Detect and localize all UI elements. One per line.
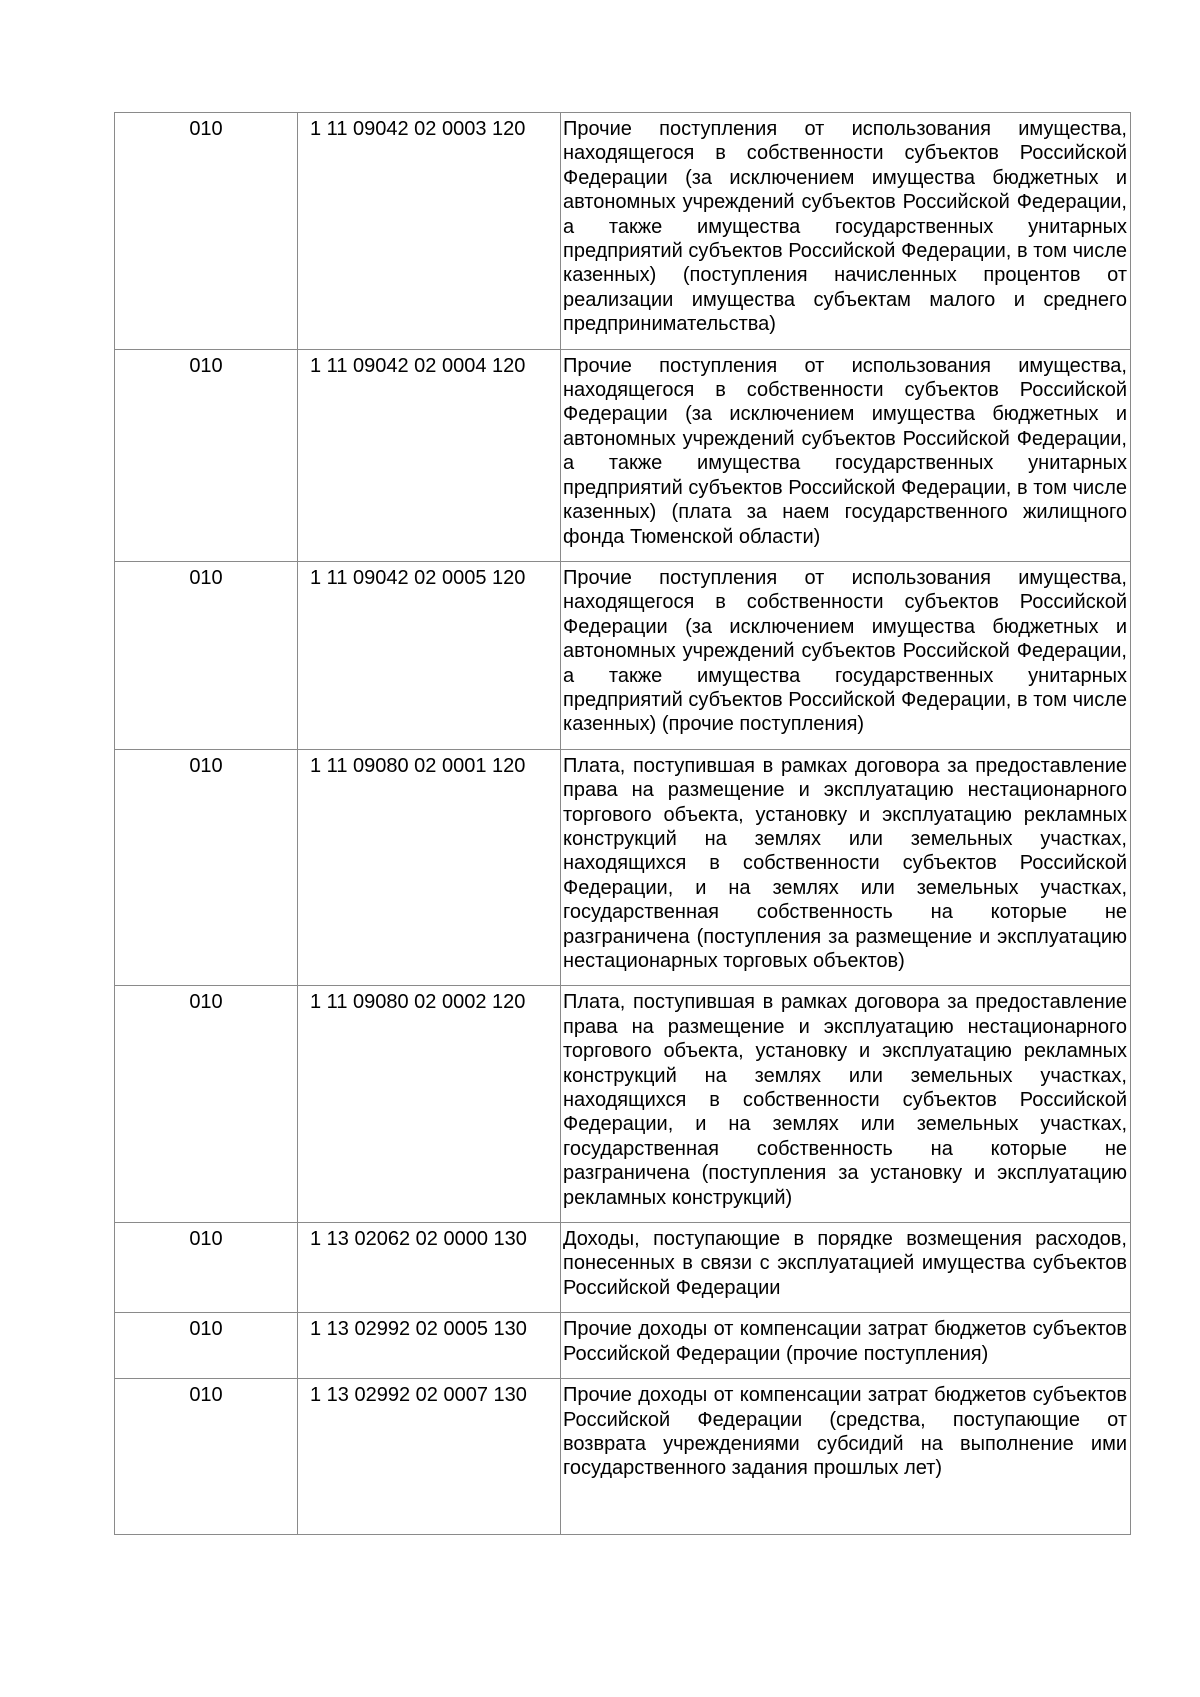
kbk-code-cell: 1 11 09042 02 0005 120 [298, 561, 561, 749]
admin-code-cell: 010 [115, 1223, 298, 1313]
kbk-code-cell: 1 13 02992 02 0005 130 [298, 1313, 561, 1379]
kbk-code-cell: 1 11 09080 02 0002 120 [298, 986, 561, 1223]
table-row [115, 349, 1131, 561]
kbk-code-cell: 1 13 02062 02 0000 130 [298, 1223, 561, 1313]
table-row [115, 749, 1131, 986]
admin-code-cell: 010 [115, 1313, 298, 1379]
kbk-code-cell: 1 11 09042 02 0003 120 [298, 113, 561, 350]
description-cell: Плата, поступившая в рамках договора за предоставление права на размещение и эксплуатацию нестационарного торгового объекта, установку и эксплуатацию рекламных конструкций на землях или земельных участках, находящихся в собственности субъектов Российской Федерации, и на землях или земельных участках, государственная собственность на которые не разграничена (поступления за установку и эксплуатацию рекламных конструкций) [561, 986, 1131, 1223]
table-row [115, 1223, 1131, 1313]
table-row [115, 1313, 1131, 1379]
admin-code-cell: 010 [115, 113, 298, 350]
kbk-code-cell: 1 13 02992 02 0007 130 [298, 1379, 561, 1535]
admin-code-cell: 010 [115, 749, 298, 986]
description-cell: Доходы, поступающие в порядке возмещения расходов, понесенных в связи с эксплуатацией имущества субъектов Российской Федерации [561, 1223, 1131, 1313]
kbk-code-cell: 1 11 09042 02 0004 120 [298, 349, 561, 561]
admin-code-cell: 010 [115, 986, 298, 1223]
description-cell: Плата, поступившая в рамках договора за предоставление права на размещение и эксплуатацию нестационарного торгового объекта, установку и эксплуатацию рекламных конструкций на землях или земельных участках, находящихся в собственности субъектов Российской Федерации, и на землях или земельных участках, государственная собственность на которые не разграничена (поступления за размещение и эксплуатацию нестационарных торговых объектов) [561, 749, 1131, 986]
description-cell: Прочие поступления от использования имущества, находящегося в собственности субъектов Российской Федерации (за исключением имущества бюджетных и автономных учреждений субъектов Российской Федерации, а также имущества государственных унитарных предприятий субъектов Российской Федерации, в том числе казенных) (поступления начисленных процентов от реализации имущества субъектам малого и среднего предпринимательства) [561, 113, 1131, 350]
table-row [115, 1379, 1131, 1535]
description-cell: Прочие поступления от использования имущества, находящегося в собственности субъектов Российской Федерации (за исключением имущества бюджетных и автономных учреждений субъектов Российской Федерации, а также имущества государственных унитарных предприятий субъектов Российской Федерации, в том числе казенных) (плата за наем государственного жилищного фонда Тюменской области) [561, 349, 1131, 561]
admin-code-cell: 010 [115, 561, 298, 749]
table-row [115, 113, 1131, 350]
kbk-code-cell: 1 11 09080 02 0001 120 [298, 749, 561, 986]
description-cell: Прочие доходы от компенсации затрат бюджетов субъектов Российской Федерации (прочие поступления) [561, 1313, 1131, 1379]
description-cell: Прочие доходы от компенсации затрат бюджетов субъектов Российской Федерации (средства, поступающие от возврата учреждениями субсидий на выполнение ими государственного задания прошлых лет) [561, 1379, 1131, 1535]
revenue-codes-table [114, 112, 1131, 1535]
description-cell: Прочие поступления от использования имущества, находящегося в собственности субъектов Российской Федерации (за исключением имущества бюджетных и автономных учреждений субъектов Российской Федерации, а также имущества государственных унитарных предприятий субъектов Российской Федерации, в том числе казенных) (прочие поступления) [561, 561, 1131, 749]
admin-code-cell: 010 [115, 1379, 298, 1535]
table-row [115, 561, 1131, 749]
admin-code-cell: 010 [115, 349, 298, 561]
table-row [115, 986, 1131, 1223]
